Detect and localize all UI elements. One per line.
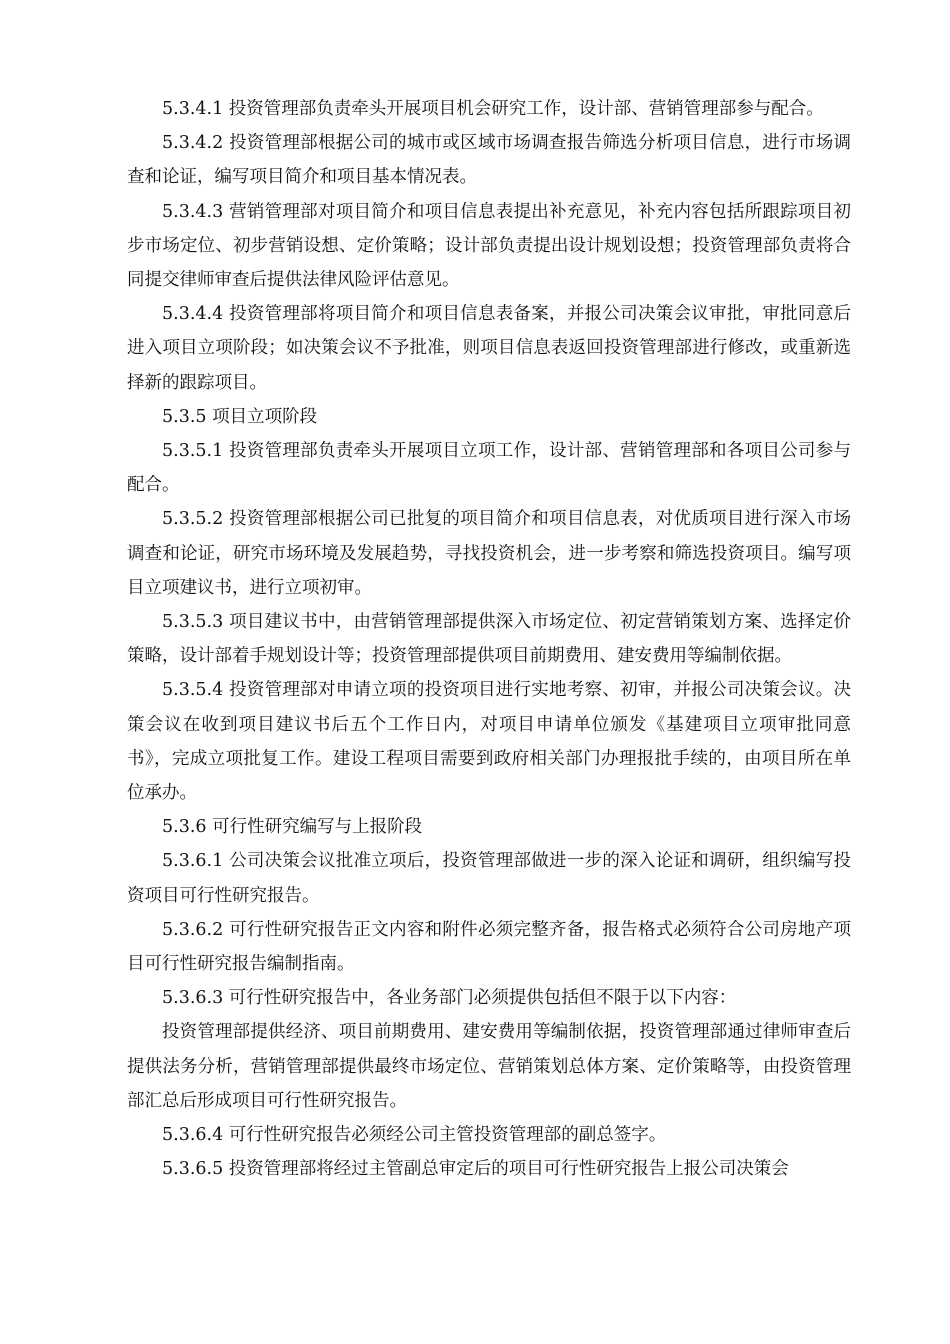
paragraph-5-3-6-5: 5.3.6.5 投资管理部将经过主管副总审定后的项目可行性研究报告上报公司决策会 <box>162 1159 789 1180</box>
section-heading-5-3-6: 5.3.6 可行性研究编写与上报阶段 <box>162 817 423 838</box>
paragraph-5-3-6-3: 5.3.6.3 可行性研究报告中，各业务部门必须提供包括但不限于以下内容： <box>162 988 737 1009</box>
paragraph-5-3-5-2: 5.3.5.2 投资管理部根据公司已批复的项目简介和项目信息表，对优质项目进行深入市场调查和论证，研究市场环境及发展趋势，寻找投资机会，进一步考察和筛选投资项目。编写项目立项建议书，进行立项初审。 <box>127 509 851 598</box>
paragraph-5-3-4-1: 5.3.4.1 投资管理部负责牵头开展项目机会研究工作，设计部、营销管理部参与配合。 <box>162 99 824 119</box>
paragraph-5-3-4-3: 5.3.4.3 营销管理部对项目简介和项目信息表提出补充意见，补充内容包括所跟踪项目初步市场定位、初步营销设想、定价策略；设计部负责提出设计规划设想；投资管理部负责将合同提交律师审查后提供法律风险评估意见。 <box>127 201 851 291</box>
paragraph-5-3-6-2: 5.3.6.2 可行性研究报告正文内容和附件必须完整齐备，报告格式必须符合公司房地产项目可行性研究报告编制指南。 <box>127 919 851 975</box>
paragraph-5-3-4-4: 5.3.4.4 投资管理部将项目简介和项目信息表备案，并报公司决策会议审批，审批同意后进入项目立项阶段；如决策会议不予批准，则项目信息表返回投资管理部进行修改，或重新选择新的跟踪项目。 <box>127 304 851 393</box>
document-page <box>127 92 851 1187</box>
paragraph-5-3-6-1: 5.3.6.1 公司决策会议批准立项后，投资管理部做进一步的深入论证和调研，组织编写投资项目可行性研究报告。 <box>127 851 851 906</box>
paragraph-5-3-5-4: 5.3.5.4 投资管理部对申请立项的投资项目进行实地考察、初审，并报公司决策会议。决策会议在收到项目建议书后五个工作日内，对项目申请单位颁发《基建项目立项审批同意书》，完成立项批复工作。建设工程项目需要到政府相关部门办理报批手续的，由项目所在单位承办。 <box>127 680 851 804</box>
section-heading-5-3-5: 5.3.5 项目立项阶段 <box>162 406 318 427</box>
paragraph-content-detail: 投资管理部提供经济、项目前期费用、建安费用等编制依据，投资管理部通过律师审查后提供法务分析，营销管理部提供最终市场定位、营销策划总体方案、定价策略等，由投资管理部汇总后形成项目可行性研究报告。 <box>127 1022 851 1111</box>
paragraph-5-3-5-3: 5.3.5.3 项目建议书中，由营销管理部提供深入市场定位、初定营销策划方案、选择定价策略，设计部着手规划设计等；投资管理部提供项目前期费用、建安费用等编制依据。 <box>127 612 851 667</box>
paragraph-5-3-5-1: 5.3.5.1 投资管理部负责牵头开展项目立项工作，设计部、营销管理部和各项目公司参与配合。 <box>127 441 851 496</box>
paragraph-5-3-6-4: 5.3.6.4 可行性研究报告必须经公司主管投资管理部的副总签字。 <box>162 1125 667 1146</box>
paragraph-5-3-4-2: 5.3.4.2 投资管理部根据公司的城市或区域市场调查报告筛选分析项目信息，进行市场调查和论证，编写项目简介和项目基本情况表。 <box>127 133 851 188</box>
